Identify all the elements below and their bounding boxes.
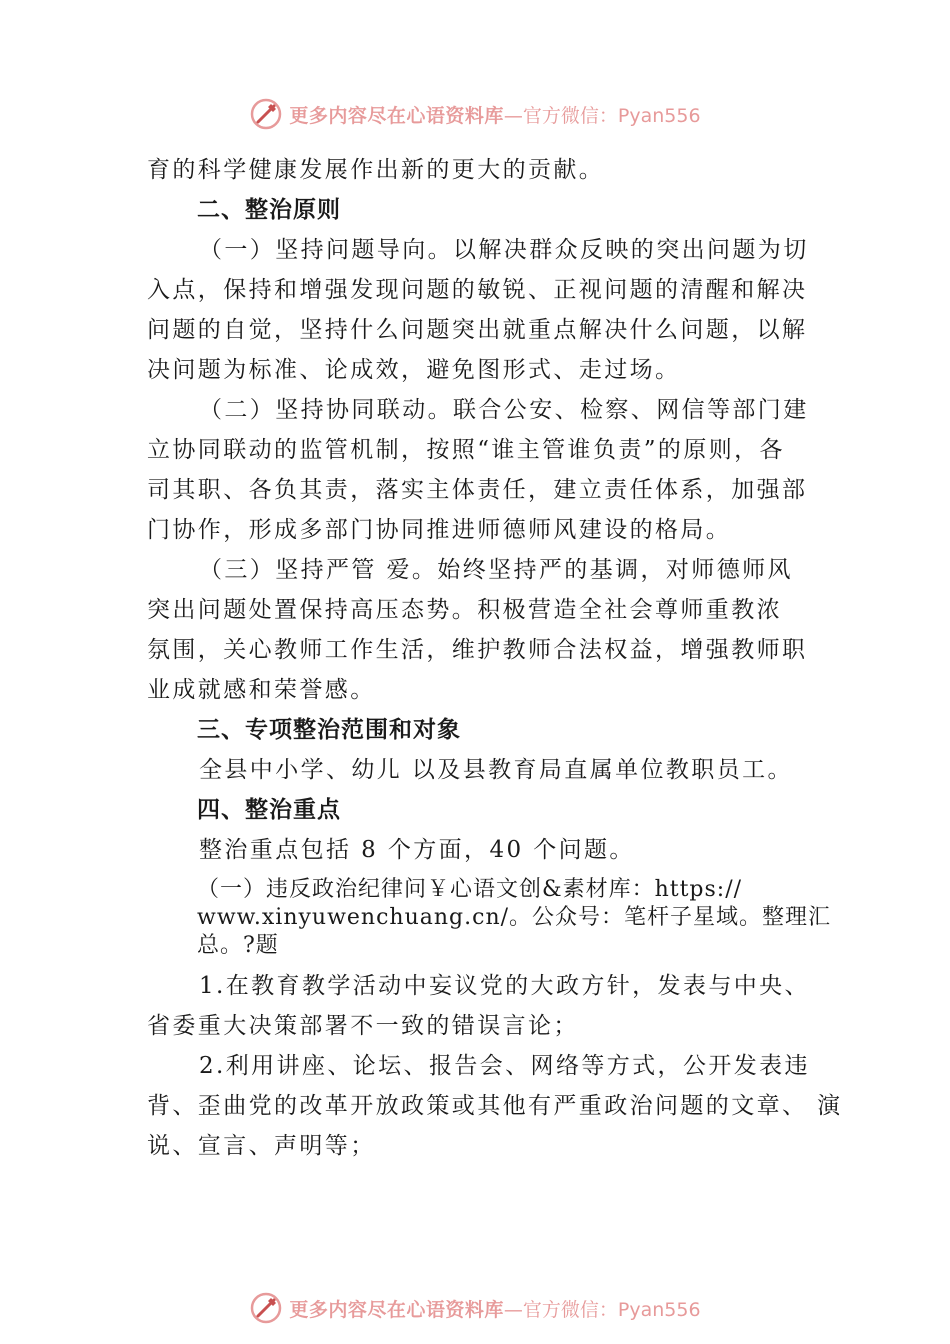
paragraph-line: 决问题为标准、论成效，避免图形式、走过场。 [147,357,681,383]
section-heading: 四、整治重点 [197,797,341,823]
header-watermark [0,94,950,134]
section-heading: 二、整治原则 [197,197,341,223]
paragraph-line: 整治重点包括 8 个方面，40 个问题。 [199,837,635,863]
banner-text: 更多内容尽在心语资料库 [289,104,504,127]
paragraph-line: 业成就感和荣誉感。 [147,677,376,703]
banner-subtext: —官方微信：Pyan556 [503,104,701,127]
paragraph-line: （二）坚持协同联动。联合公安、检察、网信等部门建 [199,397,809,423]
footer-watermark [0,1288,950,1328]
watermark-paragraph: （一）违反政治纪律问￥心语文创&素材库：https:// www.xinyuwenchuang.cn/。公众号：笔杆子星域。整理汇总。?题 [197,877,832,958]
paragraph-line: 2.利用讲座、论坛、报告会、网络等方式，公开发表违 [199,1053,810,1079]
paragraph-line: 入点，保持和增强发现问题的敏锐、正视问题的清醒和解决 [147,277,808,303]
brush-logo-icon [249,1291,283,1325]
section-heading: 三、专项整治范围和对象 [197,717,461,743]
banner-text: 更多内容尽在心语资料库 [289,1298,504,1321]
paragraph-line: 问题的自觉，坚持什么问题突出就重点解决什么问题，以解 [147,317,808,343]
paragraph-line: 全县中小学、幼儿 以及县教育局直属单位教职员工。 [199,757,793,783]
brush-logo-icon [249,97,283,131]
banner-subtext: —官方微信：Pyan556 [503,1298,701,1321]
paragraph-line: 背、歪曲党的改革开放政策或其他有严重政治问题的文章、 演 [147,1093,843,1119]
paragraph-line: 育的科学健康发展作出新的更大的贡献。 [147,157,605,183]
paragraph-line: 门协作，形成多部门协同推进师德师风建设的格局。 [147,517,732,543]
paragraph-line: 说、宣言、声明等； [147,1133,376,1159]
paragraph-line: 司其职、各负其责，落实主体责任，建立责任体系，加强部 [147,477,808,503]
paragraph-line: 省委重大决策部署不一致的错误言论； [147,1013,579,1039]
paragraph-line: 突出问题处置保持高压态势。积极营造全社会尊师重教浓 [147,597,782,623]
paragraph-line: （三）坚持严管 爱。始终坚持严的基调，对师德师风 [199,557,793,583]
paragraph-line: （一）坚持问题导向。以解决群众反映的突出问题为切 [199,237,809,263]
paragraph-line: 立协同联动的监管机制，按照“谁主管谁负责”的原则，各 [147,437,785,463]
paragraph-line: 1.在教育教学活动中妄议党的大政方针，发表与中央、 [199,973,810,999]
document-body [147,150,843,1166]
paragraph-line: 氛围，关心教师工作生活，维护教师合法权益，增强教师职 [147,637,808,663]
